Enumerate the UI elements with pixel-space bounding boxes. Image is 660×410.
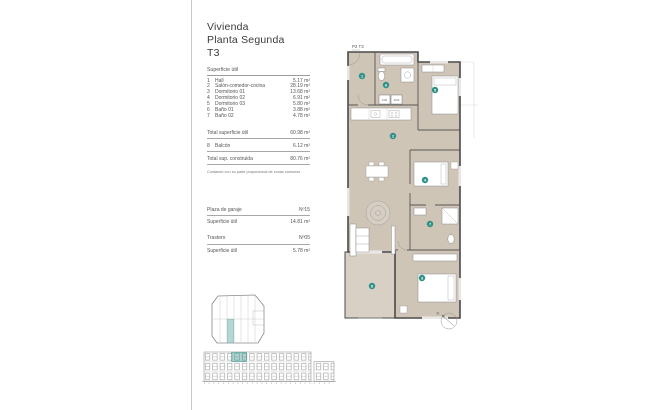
storage-area-row — [207, 249, 310, 255]
room-marker-hall — [359, 73, 365, 79]
garage-area-value: 14.81 m² — [290, 219, 310, 226]
toilet-icon — [378, 68, 385, 72]
storage-area-label: Superficie útil — [207, 247, 238, 254]
room-marker-dormitorio-02 — [422, 177, 428, 183]
hob-icon — [389, 111, 399, 118]
balcony-row — [207, 144, 310, 152]
room-marker-balcon — [369, 283, 375, 289]
garage-label: Plaza de garaje — [207, 207, 242, 213]
svg-text:7: 7 — [428, 222, 432, 227]
garage-area-row — [207, 220, 310, 226]
row-number: 3 — [207, 89, 210, 96]
table-row-bano-02 — [207, 114, 310, 120]
title-line-2: Planta Segunda — [207, 33, 285, 46]
row-value: 6.12 m² — [293, 142, 310, 149]
room-marker-salon — [390, 133, 396, 139]
plan-label: P2 T3 — [352, 44, 364, 49]
highlighted-unit — [227, 319, 234, 343]
svg-text:4: 4 — [423, 178, 427, 183]
room-marker-bano-02 — [427, 221, 433, 227]
row-label: Salón-comedor-cocina — [215, 83, 266, 90]
surface-totals — [207, 131, 310, 174]
garage-number: Nº15 — [299, 207, 310, 213]
storage-label: Trastero — [207, 235, 226, 242]
nightstand-icon — [400, 306, 407, 313]
total-useful-label: Total superficie útil — [207, 130, 249, 136]
row-label: Baño 01 — [215, 107, 234, 114]
row-label: Dormitorio 02 — [215, 95, 246, 102]
svg-text:2: 2 — [391, 134, 395, 139]
annex-table — [207, 208, 310, 259]
svg-text:1: 1 — [360, 74, 364, 79]
common-zones-footnote: Contando con su parte proporcional de zonas comunes — [207, 169, 301, 174]
kitchen-counter — [351, 108, 411, 120]
toilet-icon — [448, 235, 454, 244]
row-value: 5.80 m² — [293, 101, 310, 108]
total-built-value: 80.76 m² — [290, 155, 310, 162]
sink-icon — [414, 208, 426, 215]
row-number: 7 — [207, 112, 210, 119]
page-edge-line — [191, 0, 192, 410]
facade-right-block — [314, 362, 334, 382]
page-title — [207, 21, 285, 59]
row-value: 28.19 m² — [290, 83, 310, 90]
room-marker-dormitorio-01 — [419, 275, 425, 281]
storage-row — [207, 236, 310, 244]
total-useful-row — [207, 131, 310, 139]
row-number: 4 — [207, 95, 210, 102]
north-label: N — [436, 310, 440, 316]
site-key-plan — [208, 291, 274, 349]
svg-text:6: 6 — [384, 83, 388, 88]
svg-text:5: 5 — [433, 88, 437, 93]
title-line-1: Vivienda — [207, 21, 249, 33]
kitchen-sink-icon — [371, 111, 380, 118]
acs-label: ACS — [393, 98, 400, 102]
building-elevation — [202, 350, 336, 384]
sofa-icon — [350, 224, 369, 256]
row-number: 8 — [207, 142, 210, 149]
garage-row — [207, 208, 310, 216]
total-useful-value: 60.98 m² — [290, 130, 310, 136]
room-marker-dormitorio-03 — [432, 87, 438, 93]
total-built-label: Total sup. construida — [207, 155, 253, 162]
row-label: Baño 02 — [215, 112, 234, 119]
room-marker-bano-01 — [383, 82, 389, 88]
tv-cabinet — [392, 226, 396, 254]
nightstand-icon — [451, 162, 458, 169]
storage-area-value: 5.78 m² — [293, 247, 310, 254]
row-number: 6 — [207, 107, 210, 114]
highlighted-dwelling — [232, 352, 247, 361]
total-built-row — [207, 157, 310, 165]
round-rug — [366, 201, 390, 225]
garage-area-label: Superficie útil — [207, 219, 238, 226]
adjacent-unit-lines — [460, 62, 478, 138]
row-number: 5 — [207, 101, 210, 108]
row-number: 1 — [207, 77, 210, 84]
storage-number: Nº05 — [299, 235, 310, 242]
title-line-3: T3 — [207, 46, 220, 59]
facade-left-block — [204, 352, 311, 381]
row-value: 4.78 m² — [293, 112, 310, 119]
floor-plan — [338, 38, 478, 330]
row-value: 13.68 m² — [290, 89, 310, 96]
row-value: 3.88 m² — [293, 107, 310, 114]
desk-icon — [413, 254, 457, 261]
row-value: 6.91 m² — [293, 95, 310, 102]
row-label: Dormitorio 01 — [215, 89, 246, 96]
row-value: 5.17 m² — [293, 77, 310, 84]
row-number: 2 — [207, 83, 210, 90]
row-label: Dormitorio 03 — [215, 101, 246, 108]
svg-text:8: 8 — [370, 284, 374, 289]
svg-text:3: 3 — [420, 276, 424, 281]
surface-table — [207, 67, 310, 120]
lvd-label: LVD — [381, 98, 388, 102]
surface-table-header: Superficie útil — [207, 67, 310, 76]
row-label: Hall — [215, 77, 224, 84]
row-label: Balcón — [215, 142, 231, 149]
